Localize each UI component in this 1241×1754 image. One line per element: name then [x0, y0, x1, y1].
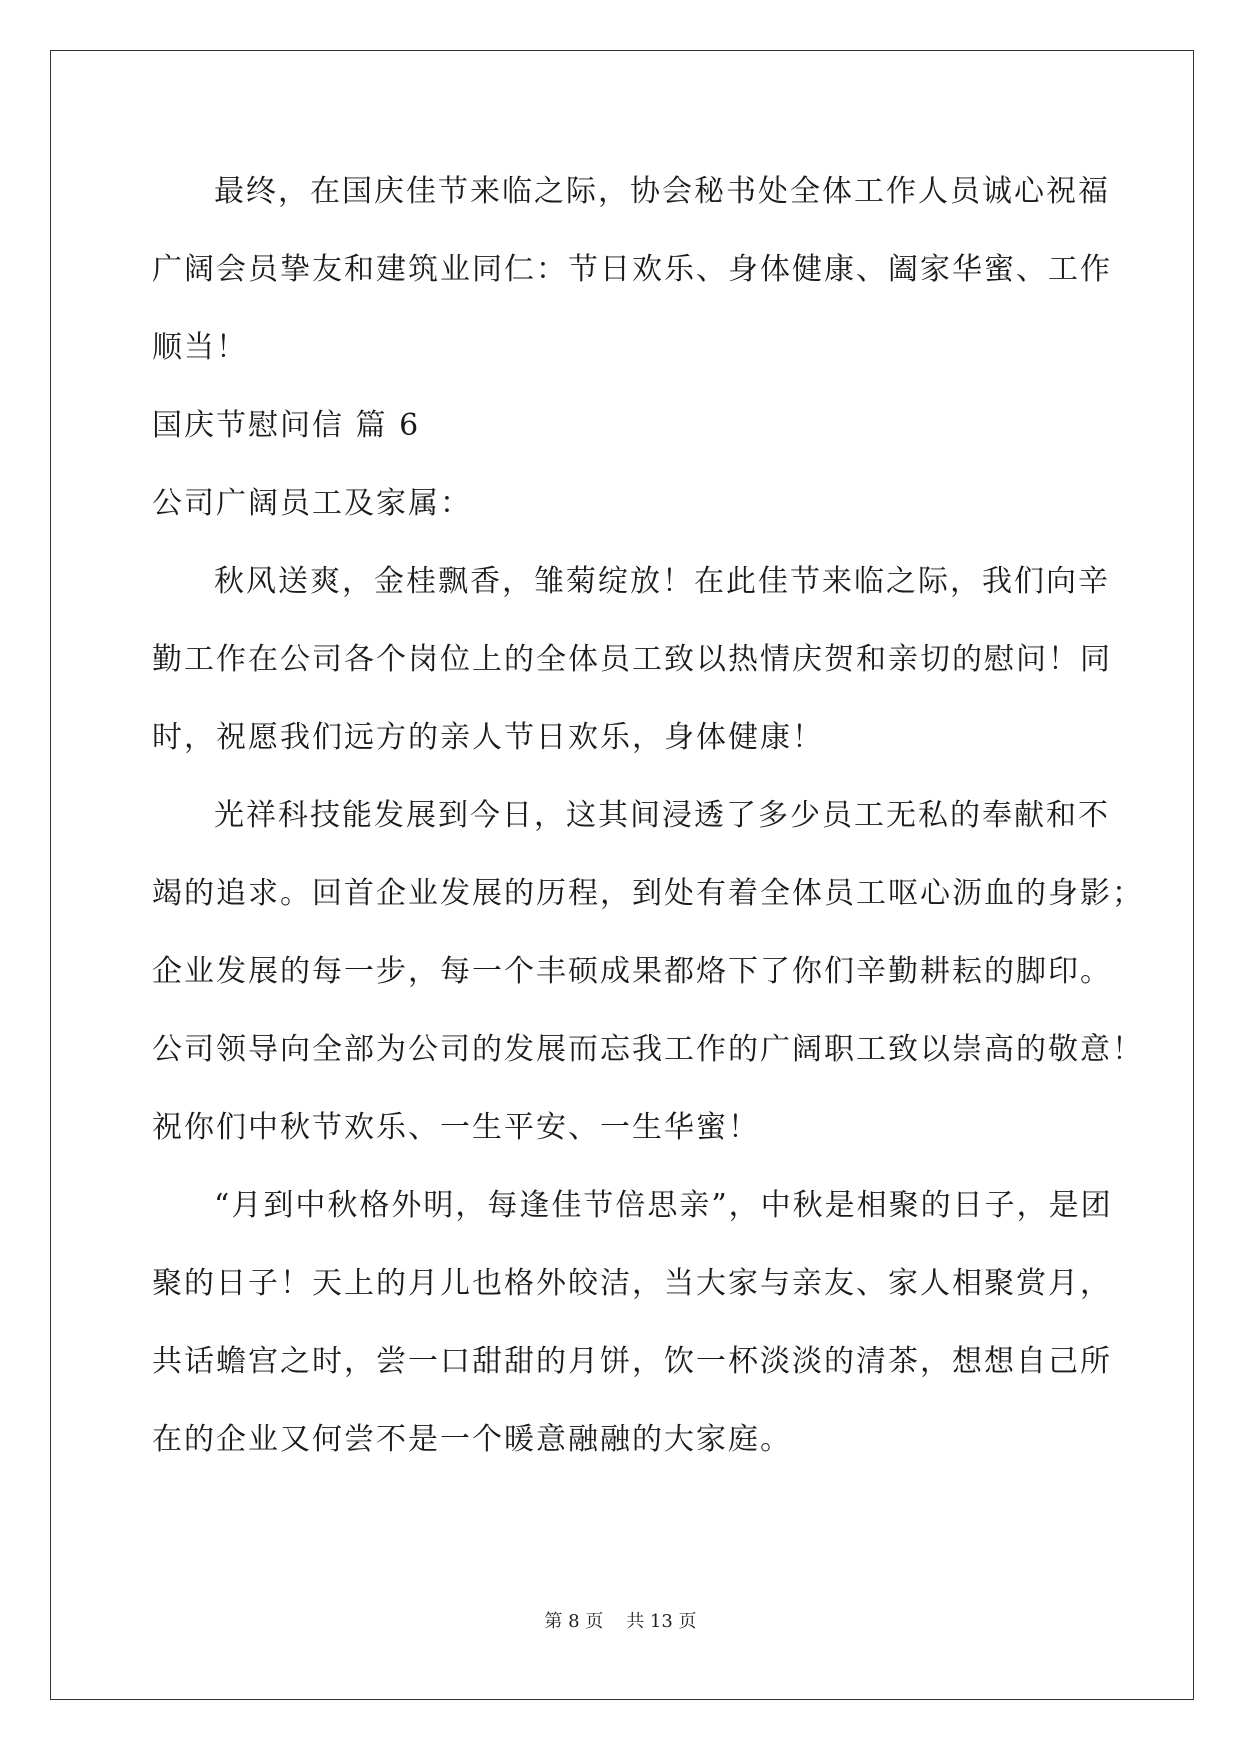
- paragraph-line: “月到中秋格外明，每逢佳节倍思亲”，中秋是相聚的日子，是团: [214, 1188, 1113, 1223]
- paragraph-line: 勤工作在公司各个岗位上的全体员工致以热情庆贺和亲切的慰问！同: [152, 642, 1112, 677]
- paragraph-line: 秋风送爽，金桂飘香，雏菊绽放！在此佳节来临之际，我们向辛: [214, 564, 1110, 599]
- paragraph-line: 最终，在国庆佳节来临之际，协会秘书处全体工作人员诚心祝福: [214, 174, 1110, 209]
- section-heading: 国庆节慰问信 篇 6: [152, 408, 421, 443]
- paragraph-line: 祝你们中秋节欢乐、一生平安、一生华蜜！: [152, 1110, 760, 1145]
- page-number: 第 8 页 共 13 页: [544, 1611, 697, 1632]
- paragraph-line: 竭的追求。回首企业发展的历程，到处有着全体员工呕心沥血的身影；: [152, 876, 1144, 911]
- paragraph-line: 企业发展的每一步，每一个丰硕成果都烙下了你们辛勤耕耘的脚印。: [152, 954, 1112, 989]
- paragraph-line: 光祥科技能发展到今日，这其间浸透了多少员工无私的奉献和不: [214, 798, 1110, 833]
- paragraph-line: 顺当！: [152, 330, 248, 365]
- page-footer: [0, 1610, 1241, 1634]
- paragraph-line: 广阔会员挚友和建筑业同仁：节日欢乐、身体健康、阖家华蜜、工作: [152, 252, 1112, 287]
- paragraph-line: 聚的日子！天上的月儿也格外皎洁，当大家与亲友、家人相聚赏月，: [152, 1266, 1112, 1301]
- paragraph-line: 共话蟾宫之时，尝一口甜甜的月饼，饮一杯淡淡的清茶，想想自己所: [152, 1344, 1112, 1379]
- paragraph-line: 时，祝愿我们远方的亲人节日欢乐，身体健康！: [152, 720, 824, 755]
- paragraph-line: 公司领导向全部为公司的发展而忘我工作的广阔职工致以崇高的敬意！: [152, 1032, 1144, 1067]
- paragraph-line: 在的企业又何尝不是一个暖意融融的大家庭。: [152, 1422, 792, 1457]
- salutation: 公司广阔员工及家属：: [152, 486, 472, 521]
